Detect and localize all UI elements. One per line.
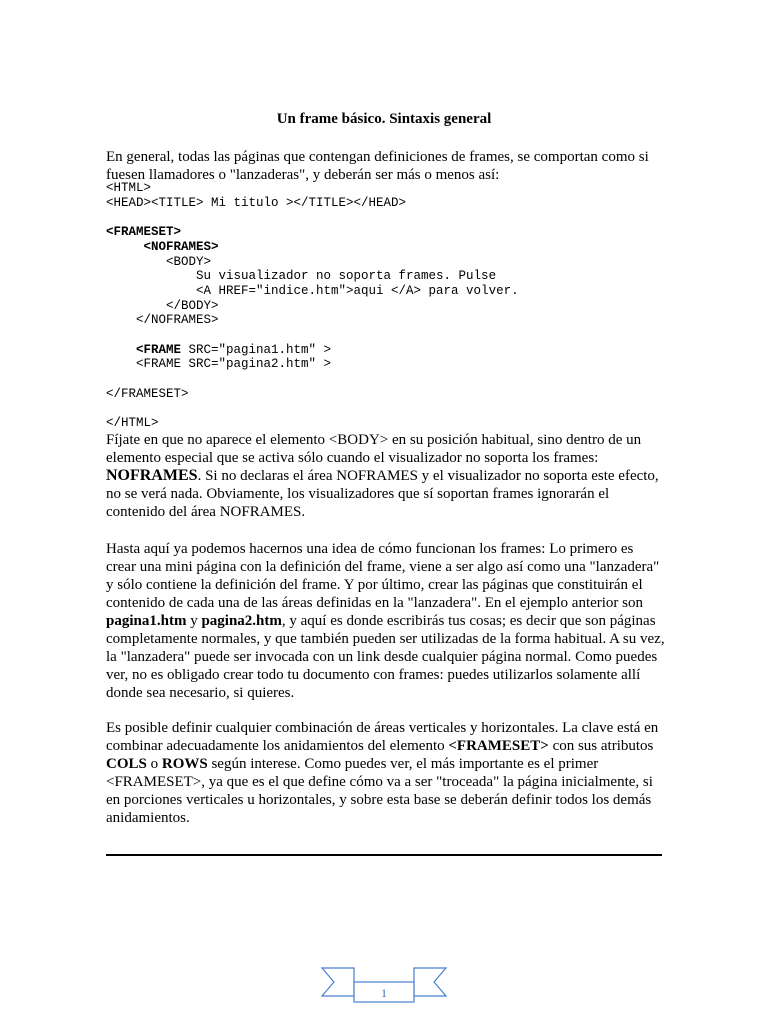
bold-term: NOFRAMES: [106, 467, 198, 484]
bold-term: <FRAMESET>: [448, 738, 549, 754]
text-run: Fíjate en que no aparece el elemento <BODY> en su posición habitual, sino dentro de un elemento especial que se activa sólo cuando el visualizador no soporta los frames:: [106, 432, 642, 466]
code-line: Su visualizador no soporta frames. Pulse: [196, 269, 497, 284]
paragraph-combinations: [106, 719, 666, 827]
intro-paragraph: En general, todas las páginas que contengan definiciones de frames, se comportan como si fuesen llamadores o "lanzaderas", y deberán ser más o menos así:: [106, 149, 649, 183]
text-run: según interese. Como puedes ver, el más importante es el primer <FRAMESET>, ya que es el que define cómo va a ser "troceada" la página inicialmente, si en porciones verticales u horizontales, y sobre esta base se deberán definir todos los demás anidamientos.: [106, 756, 653, 826]
bold-term: COLS: [106, 756, 147, 772]
code-line: </FRAMESET>: [106, 386, 189, 401]
code-line: <FRAMESET>: [106, 225, 182, 240]
code-line: <A HREF="indice.htm">aqui </A> para volver.: [196, 283, 519, 298]
code-keyword: <FRAME: [136, 342, 182, 357]
code-line: SRC="pagina1.htm" >: [181, 342, 332, 357]
horizontal-rule: [106, 854, 662, 856]
code-line: <HTML>: [106, 181, 152, 195]
page-number: 1: [381, 986, 387, 1000]
bold-term: ROWS: [161, 756, 208, 772]
text-run: , y aquí es donde escribirás tus cosas; es decir que son páginas completamente normales, y que también pueden ser utilizadas de la forma habitual. A su vez, la "lanzadera" puede ser invocada con un link desde cualquier página normal. Como puedes ver, no es obligado crear todo tu documento con frames: puedes utilizarlos solamente allí donde sea necesario, si quieres.: [106, 613, 665, 701]
code-line: <HEAD><TITLE> Mi titulo ></TITLE></HEAD>: [106, 195, 407, 210]
bold-term: pagina1.htm: [106, 613, 187, 629]
text-run: con sus atributos: [548, 738, 654, 754]
code-line: </NOFRAMES>: [136, 313, 219, 328]
text-run: o: [146, 756, 162, 772]
page-title: Un frame básico. Sintaxis general: [276, 111, 492, 127]
bold-term: pagina2.htm: [201, 613, 282, 629]
code-line: <BODY>: [166, 254, 212, 269]
text-run: Hasta aquí ya podemos hacernos una idea de cómo funcionan los frames: Lo primero es crear una mini página con la definición del frame, viene a ser algo así como una "lanzadera" y sólo contiene la definición del frame. Y por último, crear las páginas que constituirán el contenido de cada una de las áreas definidas en la "lanzadera". En el ejemplo anterior son: [106, 541, 660, 611]
text-run: Es posible definir cualquier combinación de áreas verticales y horizontales. La clave está en combinar adecuadamente los anidamientos del elemento: [106, 720, 659, 754]
text-run: . Si no declaras el área NOFRAMES y el visualizador no soporta este efecto, no se verá nada. Obviamente, los visualizadores que sí soportan frames ignorarán el contenido del área NOFRAMES.: [106, 468, 659, 520]
code-line: <NOFRAMES>: [143, 239, 219, 254]
text-run: y: [186, 613, 202, 629]
paragraph-how-frames-work: [106, 540, 666, 702]
code-block: [106, 181, 519, 431]
code-line: </BODY>: [166, 298, 219, 313]
paragraph-noframes: [106, 431, 666, 521]
code-line: </HTML>: [106, 416, 159, 431]
code-line: <FRAME SRC="pagina2.htm" >: [136, 357, 332, 372]
